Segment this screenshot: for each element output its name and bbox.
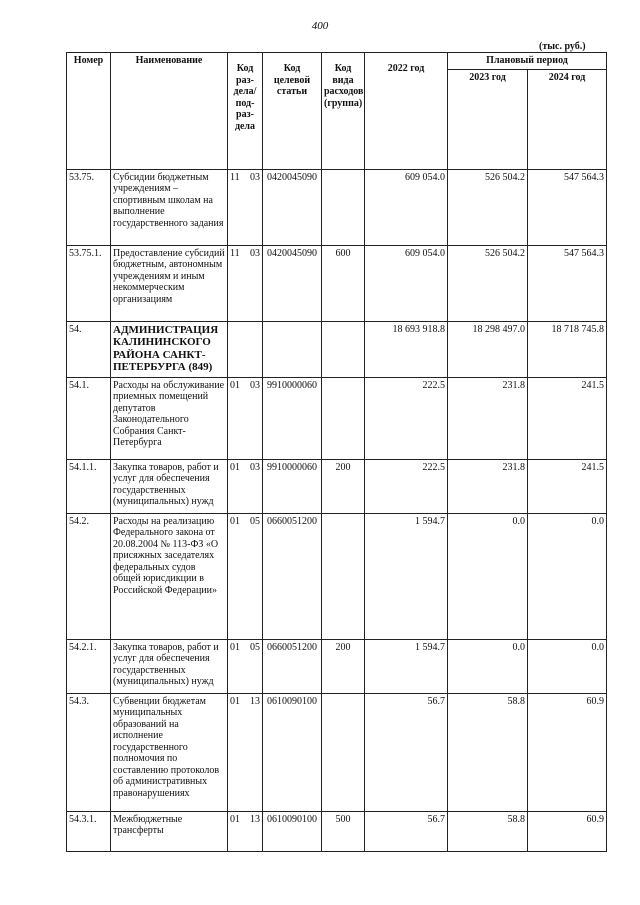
row-value-2023: 0.0 — [448, 639, 528, 693]
row-value-2022: 609 054.0 — [365, 169, 448, 245]
row-number: 54. — [67, 321, 111, 377]
row-section-code — [228, 639, 263, 693]
row-value-2024: 0.0 — [528, 639, 607, 693]
row-value-2022: 222.5 — [365, 459, 448, 513]
header-name: Наименование — [111, 53, 228, 170]
table-row — [67, 811, 607, 851]
row-podrazdel: 03 — [250, 379, 260, 391]
row-value-2023: 58.8 — [448, 811, 528, 851]
table-row — [67, 245, 607, 321]
row-value-2023: 231.8 — [448, 459, 528, 513]
row-value-2022: 56.7 — [365, 811, 448, 851]
budget-table — [66, 52, 607, 852]
table-row — [67, 693, 607, 811]
table-row — [67, 169, 607, 245]
row-value-2024: 241.5 — [528, 377, 607, 459]
row-expense-code — [322, 321, 365, 377]
row-value-2023: 526 504.2 — [448, 169, 528, 245]
row-target-code: 0610090100 — [263, 693, 322, 811]
row-value-2024: 241.5 — [528, 459, 607, 513]
header-planned-period: Плановый период — [448, 53, 607, 70]
row-name: Расходы на обслуживание приемных помещений депутатов Законодательного Собрания Санкт-Петербурга — [111, 377, 228, 459]
row-expense-code: 200 — [322, 459, 365, 513]
row-number: 54.3. — [67, 693, 111, 811]
row-razdel: 01 — [230, 461, 240, 473]
row-number: 54.2.1. — [67, 639, 111, 693]
row-expense-code: 600 — [322, 245, 365, 321]
row-value-2023: 526 504.2 — [448, 245, 528, 321]
row-value-2022: 222.5 — [365, 377, 448, 459]
row-name: Предоставление субсидий бюджетным, автономным учреждениям и иным некоммерческим организациям — [111, 245, 228, 321]
row-value-2023: 231.8 — [448, 377, 528, 459]
row-expense-code — [322, 513, 365, 639]
row-section-code — [228, 513, 263, 639]
header-section: Код раз- дела/ под- раз- дела — [228, 53, 263, 170]
table-row — [67, 459, 607, 513]
row-target-code: 9910000060 — [263, 459, 322, 513]
row-target-code: 0610090100 — [263, 811, 322, 851]
row-target-code: 0660051200 — [263, 513, 322, 639]
row-target-code: 9910000060 — [263, 377, 322, 459]
row-value-2024: 60.9 — [528, 811, 607, 851]
row-value-2022: 56.7 — [365, 693, 448, 811]
page-number: 400 — [311, 20, 329, 32]
row-value-2022: 609 054.0 — [365, 245, 448, 321]
header-2022: 2022 год — [365, 53, 448, 170]
table-row — [67, 321, 607, 377]
row-value-2024: 18 718 745.8 — [528, 321, 607, 377]
row-podrazdel: 03 — [250, 461, 260, 473]
row-number: 54.2. — [67, 513, 111, 639]
row-razdel: 11 — [230, 171, 240, 183]
row-target-code: 0420045090 — [263, 245, 322, 321]
row-value-2023: 58.8 — [448, 693, 528, 811]
row-name: Субвенции бюджетам муниципальных образований на исполнение государственного полномочия по составлению протоколов об административных правонарушениях — [111, 693, 228, 811]
row-name: Межбюджетные трансферты — [111, 811, 228, 851]
row-section-code — [228, 459, 263, 513]
header-target: Код целевой статьи — [263, 53, 322, 170]
row-razdel: 01 — [230, 695, 240, 707]
row-value-2022: 1 594.7 — [365, 639, 448, 693]
row-podrazdel: 05 — [250, 641, 260, 653]
row-podrazdel: 03 — [250, 247, 260, 259]
table-row — [67, 513, 607, 639]
row-section-code — [228, 693, 263, 811]
row-razdel: 01 — [230, 813, 240, 825]
row-podrazdel: 03 — [250, 171, 260, 183]
row-target-code: 0660051200 — [263, 639, 322, 693]
row-section-code — [228, 169, 263, 245]
units-label: (тыс. руб.) — [539, 41, 586, 52]
header-expense: Код вида расходов (группа) — [322, 53, 365, 170]
row-razdel: 01 — [230, 515, 240, 527]
row-number: 54.1.1. — [67, 459, 111, 513]
row-podrazdel: 13 — [250, 695, 260, 707]
row-expense-code — [322, 693, 365, 811]
row-section-code — [228, 377, 263, 459]
row-value-2023: 0.0 — [448, 513, 528, 639]
row-value-2024: 60.9 — [528, 693, 607, 811]
row-expense-code: 200 — [322, 639, 365, 693]
row-razdel: 11 — [230, 247, 240, 259]
row-value-2022: 1 594.7 — [365, 513, 448, 639]
row-expense-code: 500 — [322, 811, 365, 851]
row-name: Закупка товаров, работ и услуг для обеспечения государственных (муниципальных) нужд — [111, 459, 228, 513]
row-name: Расходы на реализацию Федерального закона от 20.08.2004 № 113-ФЗ «О присяжных заседателях федеральных судов общей юрисдикции в Российской Федерации» — [111, 513, 228, 639]
row-razdel: 01 — [230, 379, 240, 391]
row-expense-code — [322, 169, 365, 245]
row-expense-code — [322, 377, 365, 459]
row-section-code — [228, 321, 263, 377]
row-value-2024: 547 564.3 — [528, 169, 607, 245]
row-target-code: 0420045090 — [263, 169, 322, 245]
row-number: 54.1. — [67, 377, 111, 459]
row-value-2024: 0.0 — [528, 513, 607, 639]
row-razdel: 01 — [230, 641, 240, 653]
row-name: Закупка товаров, работ и услуг для обеспечения государственных (муниципальных) нужд — [111, 639, 228, 693]
header-2024: 2024 год — [528, 69, 607, 169]
table-row — [67, 377, 607, 459]
row-value-2024: 547 564.3 — [528, 245, 607, 321]
row-section-code — [228, 245, 263, 321]
row-name: АДМИНИСТРАЦИЯ КАЛИНИНСКОГО РАЙОНА САНКТ-ПЕТЕРБУРГА (849) — [111, 321, 228, 377]
row-section-code — [228, 811, 263, 851]
row-number: 53.75.1. — [67, 245, 111, 321]
header-2023: 2023 год — [448, 69, 528, 169]
row-target-code — [263, 321, 322, 377]
row-number: 53.75. — [67, 169, 111, 245]
header-number: Номер — [67, 53, 111, 170]
header-row — [67, 53, 607, 70]
row-number: 54.3.1. — [67, 811, 111, 851]
row-value-2022: 18 693 918.8 — [365, 321, 448, 377]
row-value-2023: 18 298 497.0 — [448, 321, 528, 377]
table-row — [67, 639, 607, 693]
row-podrazdel: 13 — [250, 813, 260, 825]
row-podrazdel: 05 — [250, 515, 260, 527]
row-name: Субсидии бюджетным учреждениям – спортивным школам на выполнение государственного задания — [111, 169, 228, 245]
